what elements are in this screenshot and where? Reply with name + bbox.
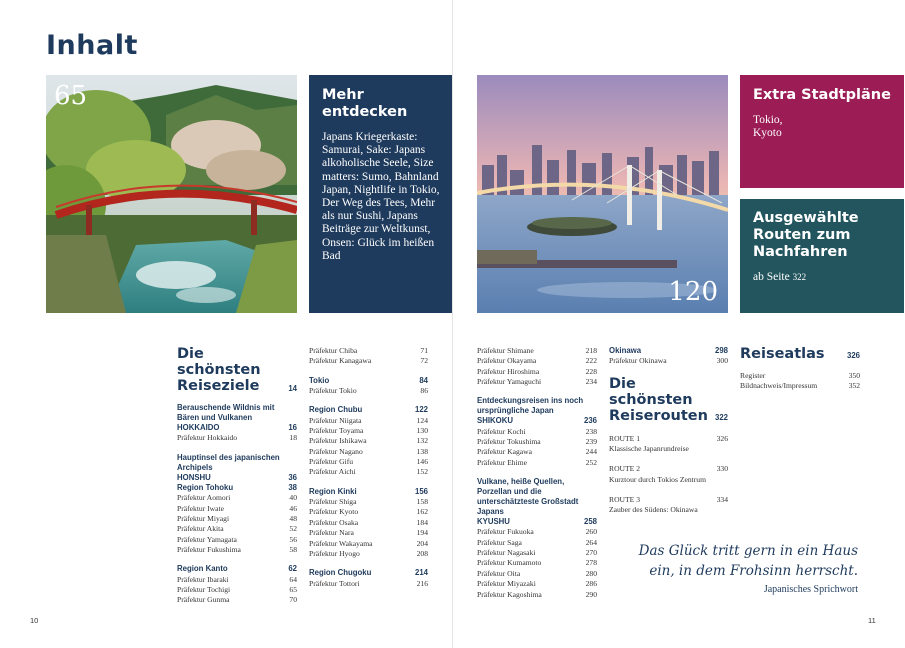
toc-entry-page: 234 xyxy=(585,377,597,387)
toc-entry xyxy=(309,507,428,517)
toc-entry xyxy=(309,539,428,549)
photo-page-number: 65 xyxy=(54,81,88,111)
toc-entry-name: Präfektur Saga xyxy=(477,537,522,547)
toc-column-5: Reiseatlas 326 Register 350 Bildnachweis/Impressum 352 xyxy=(740,346,860,391)
toc-entry-name: Präfektur Ehime xyxy=(477,457,527,467)
toc-entry xyxy=(477,447,597,457)
toc-entry-page: 216 xyxy=(416,578,428,588)
toc-entry-name: Präfektur Aomori xyxy=(177,493,231,503)
toc-entry-name: Register xyxy=(740,371,766,380)
toc-entry xyxy=(177,545,297,555)
toc-entry-name: Präfektur Kagawa xyxy=(477,447,533,457)
toc-entry-name: Präfektur Nara xyxy=(309,528,354,538)
toc-entry-page: 72 xyxy=(420,356,428,366)
toc-entry-name: Präfektur Wakayama xyxy=(309,538,373,548)
toc-entry-name: Präfektur Toyama xyxy=(309,426,364,436)
toc-entry-name: Präfektur Aichi xyxy=(309,467,356,477)
toc-entry xyxy=(177,585,297,595)
page-title: Inhalt xyxy=(46,30,138,61)
toc-entry xyxy=(477,579,597,589)
toc-entry-page: 40 xyxy=(289,493,297,503)
toc-entry-name: Präfektur Kochi xyxy=(477,426,526,436)
toc-entry xyxy=(309,447,428,457)
toc-entry xyxy=(177,514,297,524)
toc-entry xyxy=(177,493,297,503)
toc-entry xyxy=(477,377,597,387)
toc-entry xyxy=(309,416,428,426)
toc-entry-name: Präfektur Shimane xyxy=(477,346,534,355)
toc-entry-name: Präfektur Okinawa xyxy=(609,356,667,366)
toc-column-1: Die schönsten Reiseziele 14 Berauschende Wildnis mit Bären und Vulkanen HOKKAIDO 16 Präfektur Hokkaido 18 Hauptinsel des japanischen Archipels HONSHU 36 Region Tohoku 38 Präfektur Aomori 40 Präfektur Iwate 46 Präfektur Miyagi 48 Präfektur Akita 52 Präfektur Yamagata 56 Präfektur Fukushima 58 Region Kanto 62 Präfektur Ibaraki 64 Präfektur Tochigi 65 Präfektur Gunma 70 xyxy=(177,346,297,605)
toc-entry-page: 124 xyxy=(416,415,428,425)
toc-entry xyxy=(177,595,297,605)
toc-entry-name: Präfektur Okayama xyxy=(477,356,537,366)
route-description: Klassische Japanrundreise xyxy=(609,444,689,454)
route-label: ROUTE 1 xyxy=(609,433,641,443)
extra-stadtplaene-title: Extra Stadtpläne xyxy=(753,87,891,103)
toc-entry xyxy=(309,518,428,528)
toc-title-reiseatlas: Reiseatlas xyxy=(740,346,825,362)
toc-entry xyxy=(477,427,597,437)
route-page: 330 xyxy=(716,464,728,474)
toc-entry-page: 222 xyxy=(585,356,597,366)
toc-entry-page: 64 xyxy=(289,574,297,584)
toc-entry-name: Präfektur Yamaguchi xyxy=(477,377,542,387)
toc-entry-name: Präfektur Tochigi xyxy=(177,585,231,595)
page-number-left: 10 xyxy=(30,616,39,625)
toc-entry-page: 204 xyxy=(416,538,428,548)
toc-entry-page: 270 xyxy=(585,548,597,558)
toc-entry xyxy=(309,356,428,366)
toc-entry-name: Präfektur Kyoto xyxy=(309,507,359,517)
toc-entry-name: Präfektur Gunma xyxy=(177,595,230,605)
toc-entry xyxy=(309,436,428,446)
toc-entry-name: Präfektur Gifu xyxy=(309,457,354,467)
toc-entry-page: 264 xyxy=(585,537,597,547)
toc-entry-page: 58 xyxy=(289,545,297,555)
toc-column-3: Präfektur Shimane 218 Präfektur Okayama 222 Präfektur Hiroshima 228 Präfektur Yamaguchi 234 Entdeckungsreisen ins noch ursprüngliche Japan SHIKOKU 236 Präfektur Kochi 238 Präfektur Tokushima 239 Präfektur Kagawa 244 Präfektur Ehime 252 Vulkane, heiße Quellen, Porzellan und die unterschätzteste Großstadt Japans KYUSHU 258 Präfektur Fukuoka 260 Präfektur Saga 264 Präfektur Nagasaki 270 Präfektur Kumamoto 278 Präfektur Oita 280 Präfektur Miyazaki 286 Präfektur Kagoshima 290 xyxy=(477,346,597,599)
toc-title-reiserouten: Die schönsten Reiserouten xyxy=(609,375,708,424)
toc-entry-name: Präfektur Fukushima xyxy=(177,545,241,555)
toc-entry xyxy=(477,458,597,468)
toc-entry-name: Präfektur Miyagi xyxy=(177,514,230,524)
toc-entry-name: Präfektur Hyogo xyxy=(309,548,360,558)
toc-entry-name: Präfektur Tokushima xyxy=(477,437,541,447)
toc-entry xyxy=(177,504,297,514)
toc-entry-page: 208 xyxy=(416,548,428,558)
toc-entry xyxy=(309,346,428,356)
toc-entry xyxy=(477,569,597,579)
route-page: 326 xyxy=(716,433,728,443)
route-description: Zauber des Südens: Okinawa xyxy=(609,505,698,515)
toc-entry-page: 278 xyxy=(585,558,597,568)
toc-entry-name: Präfektur Nagasaki xyxy=(477,548,536,558)
toc-entry-name: Präfektur Chiba xyxy=(309,346,358,355)
toc-entry-page: 146 xyxy=(416,457,428,467)
toc-entry-page: 65 xyxy=(289,585,297,595)
toc-entry-name: Präfektur Oita xyxy=(477,568,521,578)
tokyo-photo xyxy=(477,75,728,313)
toc-entry-page: 152 xyxy=(416,467,428,477)
toc-entry-page: 352 xyxy=(848,381,860,391)
toc-entry-page: 252 xyxy=(585,457,597,467)
toc-entry xyxy=(477,538,597,548)
toc-entry-page: 158 xyxy=(416,497,428,507)
route-label: ROUTE 3 xyxy=(609,495,641,505)
toc-entry xyxy=(309,497,428,507)
toc-entry xyxy=(177,575,297,585)
extra-stadtplaene-text: Tokio, Kyoto xyxy=(753,114,783,140)
toc-entry-page: 184 xyxy=(416,517,428,527)
toc-entry-name: Präfektur Ibaraki xyxy=(177,574,229,584)
toc-entry-page: 218 xyxy=(585,346,597,355)
toc-entry-name: Präfektur Tottori xyxy=(309,578,360,588)
toc-entry-page: 162 xyxy=(416,507,428,517)
toc-entry-name: Präfektur Miyazaki xyxy=(477,579,536,589)
page-number-right: 11 xyxy=(868,616,876,625)
route-page: 334 xyxy=(716,495,728,505)
toc-entry xyxy=(477,558,597,568)
toc-entry-page: 46 xyxy=(289,503,297,513)
toc-title-reiseziele: Die schönsten Reiseziele xyxy=(177,346,261,394)
toc-entry-page: 350 xyxy=(848,371,860,380)
toc-section-title: Berauschende Wildnis mit Bären und Vulkanen xyxy=(177,403,275,422)
toc-entry-page: 300 xyxy=(716,356,728,366)
toc-entry-page: 290 xyxy=(585,589,597,599)
toc-entry xyxy=(309,549,428,559)
toc-entry xyxy=(477,346,597,356)
toc-entry-name: Präfektur Akita xyxy=(177,524,224,534)
toc-entry xyxy=(740,371,860,381)
toc-entry-page: 18 xyxy=(289,433,297,443)
page-fold xyxy=(452,0,453,648)
toc-entry xyxy=(609,356,728,366)
route-description: Kurztour durch Tokios Zentrum xyxy=(609,474,706,484)
toc-entry-page: 280 xyxy=(585,568,597,578)
routen-box xyxy=(740,199,904,313)
toc-entry xyxy=(309,457,428,467)
toc-entry-name: Präfektur Fukuoka xyxy=(477,527,534,537)
toc-entry-page: 239 xyxy=(585,437,597,447)
toc-column-2: Präfektur Chiba 71 Präfektur Kanagawa 72 Tokio 84 Präfektur Tokio 86 Region Chubu 122 Präfektur Niigata 124 Präfektur Toyama 130 Präfektur Ishikawa 132 Präfektur Nagano 138 Präfektur Gifu 146 Präfektur Aichi 152 Region Kinki 156 Präfektur Shiga 158 Präfektur Kyoto 162 Präfektur Osaka 184 Präfektur Nara 194 Präfektur Wakayama 204 Präfektur Hyogo 208 Region Chugoku 214 Präfektur Tottori 216 xyxy=(309,346,428,588)
toc-entry-page: 286 xyxy=(585,579,597,589)
toc-entry-page: 228 xyxy=(585,366,597,376)
toc-entry xyxy=(177,524,297,534)
toc-entry xyxy=(477,527,597,537)
toc-entry-name: Präfektur Shiga xyxy=(309,497,357,507)
toc-entry-name: Präfektur Osaka xyxy=(309,517,359,527)
toc-entry-page: 56 xyxy=(289,534,297,544)
toc-entry-name: Präfektur Kanagawa xyxy=(309,356,372,366)
toc-entry-name: Bildnachweis/Impressum xyxy=(740,381,818,391)
route-entry xyxy=(609,464,728,474)
toc-entry-page: 132 xyxy=(416,436,428,446)
toc-entry xyxy=(309,386,428,396)
toc-entry-name: Präfektur Tokio xyxy=(309,386,357,396)
toc-entry xyxy=(309,579,428,589)
mehr-entdecken-box xyxy=(309,75,452,313)
toc-entry xyxy=(477,437,597,447)
quote-text: Das Glück tritt gern in ein Haus ein, in dem Frohsinn herrscht. xyxy=(638,543,858,579)
route-label: ROUTE 2 xyxy=(609,464,641,474)
mehr-entdecken-text: Japans Kriegerkaste: Samurai, Sake: Japans alkoholische Seele, Size matters: Sumo, Bahnland Japan, Nightlife in Tokio, Der Weg des Tees, Mehr als nur Sushi, Japans Beiträge zur Weltkunst, Onsen: Glück im heißen Bad xyxy=(322,131,440,262)
toc-entry-name: Präfektur Ishikawa xyxy=(309,436,367,446)
toc-section-title: Hauptinsel des japanischen Archipels xyxy=(177,452,280,472)
toc-entry-page: 130 xyxy=(416,426,428,436)
toc-entry xyxy=(477,548,597,558)
toc-section-title: Entdeckungsreisen ins noch ursprüngliche Japan xyxy=(477,396,584,416)
mehr-entdecken-title: Mehr entdecken xyxy=(322,87,408,120)
toc-entry xyxy=(477,590,597,600)
toc-entry xyxy=(309,467,428,477)
route-entry xyxy=(609,495,728,505)
bridge-photo xyxy=(46,75,297,313)
toc-entry-name: Präfektur Nagano xyxy=(309,446,363,456)
toc-entry-name: Präfektur Hokkaido xyxy=(177,433,238,443)
toc-entry-page: 238 xyxy=(585,426,597,436)
toc-entry xyxy=(177,535,297,545)
routen-box-text: ab Seite 322 xyxy=(753,271,807,283)
route-entry xyxy=(609,434,728,444)
toc-entry xyxy=(477,367,597,377)
toc-column-4: Okinawa 298 Präfektur Okinawa 300 Die schönsten Reiserouten 322 ROUTE 1 326 Klassische Japanrundreise ROUTE 2 330 Kurztour durch Tokios Zentrum ROUTE 3 334 Zauber des Südens: Okinawa xyxy=(609,346,728,515)
routen-box-title: Ausgewählte Routen zum Nachfahren xyxy=(753,210,859,260)
toc-entry-page: 260 xyxy=(585,527,597,537)
toc-entry-page: 244 xyxy=(585,447,597,457)
toc-entry xyxy=(309,528,428,538)
toc-section-title: Vulkane, heiße Quellen, Porzellan und die unterschätzteste Großstadt Japans xyxy=(477,477,579,517)
toc-entry-name: Präfektur Kagoshima xyxy=(477,589,542,599)
toc-entry-name: Präfektur Iwate xyxy=(177,503,225,513)
toc-entry-page: 71 xyxy=(420,346,428,355)
toc-entry xyxy=(177,433,297,443)
toc-entry-page: 48 xyxy=(289,514,297,524)
toc-entry-page: 70 xyxy=(289,595,297,605)
toc-entry-name: Präfektur Yamagata xyxy=(177,534,237,544)
toc-entry-page: 194 xyxy=(416,528,428,538)
toc-entry-page: 138 xyxy=(416,446,428,456)
extra-stadtplaene-box xyxy=(740,75,904,188)
toc-entry xyxy=(477,356,597,366)
toc-entry-name: Präfektur Niigata xyxy=(309,415,362,425)
toc-entry-name: Präfektur Hiroshima xyxy=(477,366,540,376)
toc-entry-name: Präfektur Kumamoto xyxy=(477,558,542,568)
toc-entry-page: 52 xyxy=(289,524,297,534)
toc-entry xyxy=(309,426,428,436)
quote-source: Japanisches Sprichwort xyxy=(763,584,858,595)
photo-page-number: 120 xyxy=(668,277,718,307)
toc-entry xyxy=(740,381,860,391)
toc-entry-page: 86 xyxy=(420,386,428,396)
